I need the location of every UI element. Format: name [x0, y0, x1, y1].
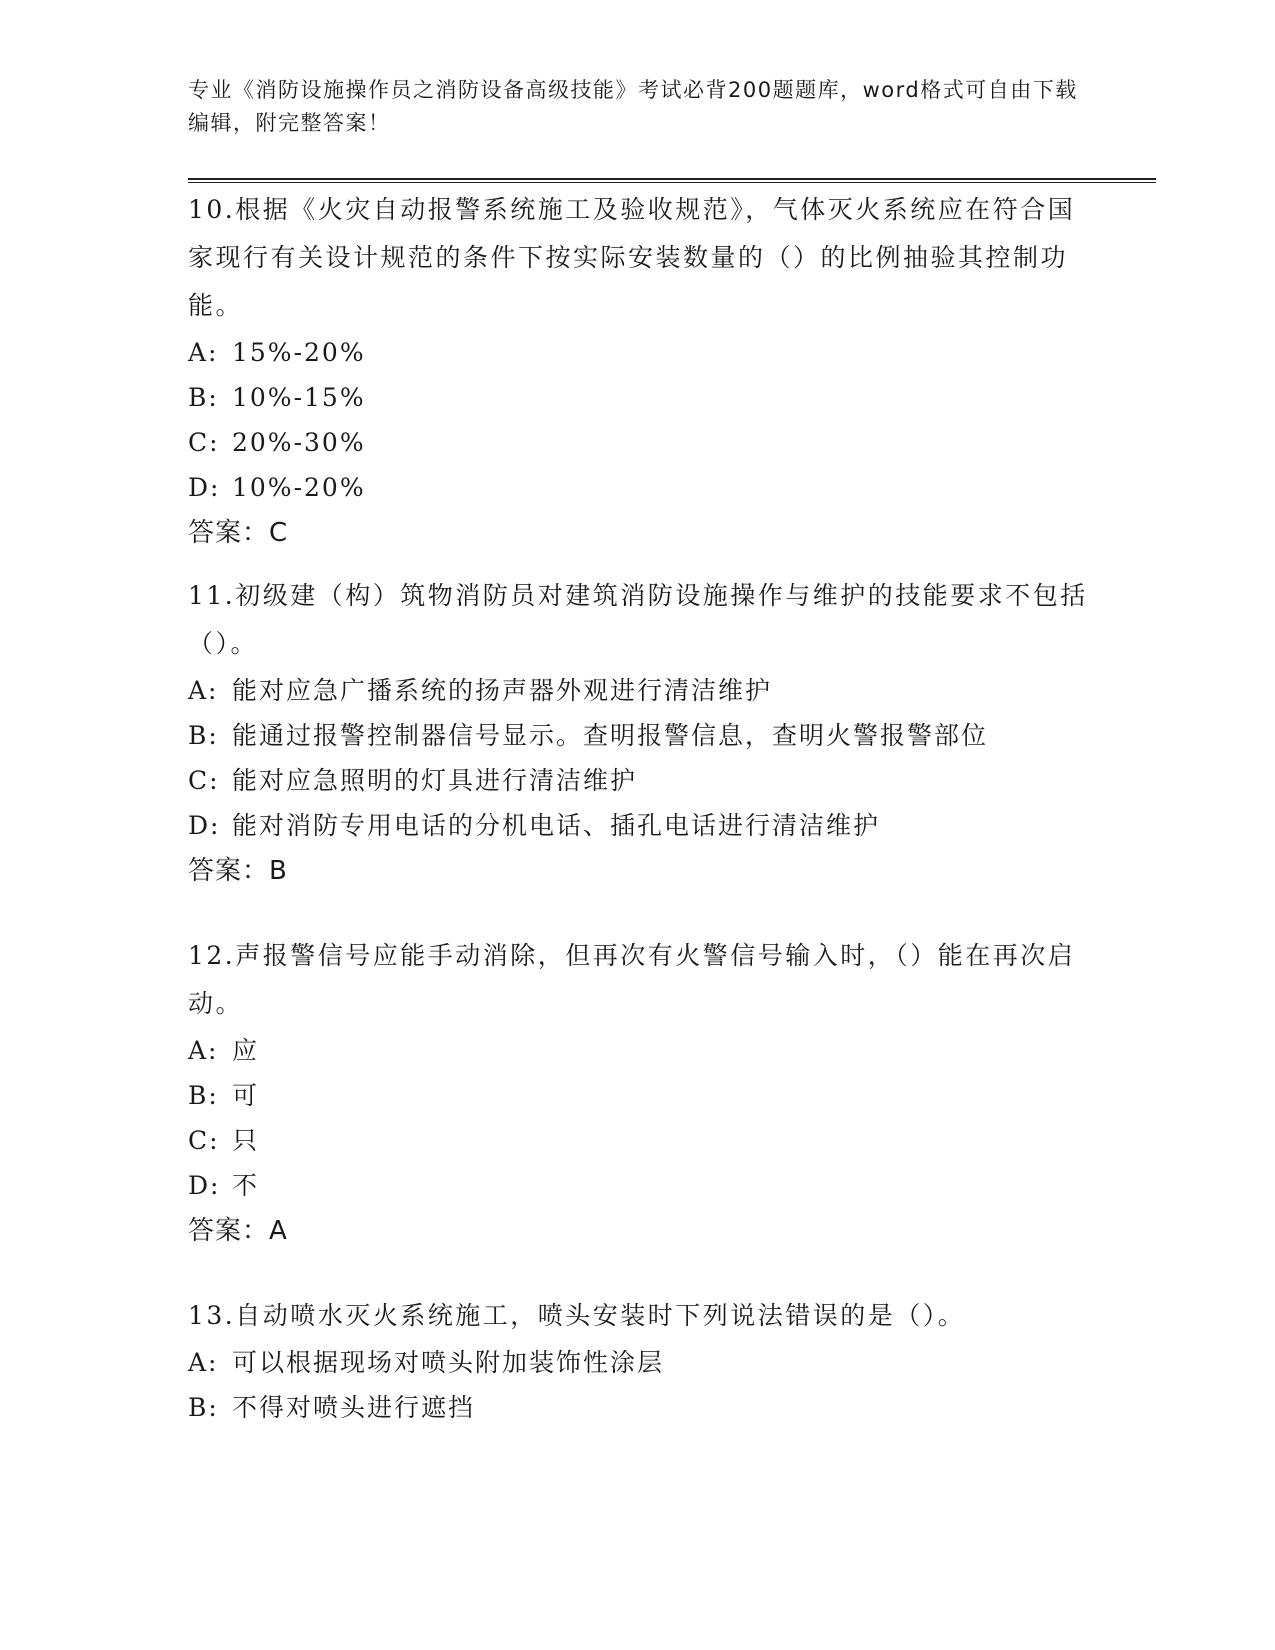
answer-label: 答案：C [188, 518, 289, 548]
option-d [188, 1163, 1088, 1208]
question-text: 11.初级建（构）筑物消防员对建筑消防设施操作与维护的技能要求不包括（）。 [188, 581, 1088, 658]
option-d [188, 465, 1088, 510]
option-letter: A: [188, 338, 219, 367]
option-text: 能通过报警控制器信号显示。查明报警信息，查明火警报警部位 [232, 721, 989, 750]
option-text: 能对消防专用电话的分机电话、插孔电话进行清洁维护 [232, 811, 881, 840]
option-letter: D: [188, 1171, 221, 1200]
question-text: 12.声报警信号应能手动消除，但再次有火警信号输入时，（）能在再次启动。 [188, 941, 1076, 1018]
option-b [188, 375, 1088, 420]
option-b [188, 1385, 1088, 1430]
option-text: 可以根据现场对喷头附加装饰性涂层 [232, 1348, 665, 1377]
option-a [188, 330, 1088, 375]
question-10 [188, 186, 1088, 556]
page-header: 专业《消防设施操作员之消防设备高级技能》考试必背200题题库，word格式可自由下载编辑，附完整答案！ [188, 78, 1078, 135]
option-text: 能对应急照明的灯具进行清洁维护 [232, 766, 638, 795]
option-letter: C: [188, 766, 220, 795]
option-b [188, 1073, 1088, 1118]
option-letter: B: [188, 721, 219, 750]
option-a [188, 1340, 1088, 1385]
question-text: 10.根据《火灾自动报警系统施工及验收规范》，气体灭火系统应在符合国家现行有关设计规范的条件下按实际安装数量的（）的比例抽验其控制功能。 [188, 195, 1076, 320]
option-letter: A: [188, 1036, 219, 1065]
option-letter: A: [188, 676, 219, 705]
option-text: 10%-20% [232, 473, 366, 502]
option-text: 能对应急广播系统的扬声器外观进行清洁维护 [232, 676, 773, 705]
question-text: 13.自动喷水灭火系统施工，喷头安装时下列说法错误的是（）。 [188, 1301, 966, 1330]
option-letter: B: [188, 1393, 219, 1422]
answer-label: 答案：A [188, 1216, 288, 1246]
option-c [188, 758, 1088, 803]
option-text: 可 [232, 1081, 260, 1110]
option-letter: B: [188, 1081, 219, 1110]
option-text: 10%-15% [232, 383, 366, 412]
option-text: 不 [232, 1171, 260, 1200]
answer-label: 答案：B [188, 856, 288, 886]
option-letter: D: [188, 473, 221, 502]
question-12 [188, 932, 1088, 1254]
option-c [188, 1118, 1088, 1163]
option-letter: A: [188, 1348, 219, 1377]
option-letter: B: [188, 383, 219, 412]
option-text: 应 [232, 1036, 260, 1065]
option-a [188, 1028, 1088, 1073]
question-13 [188, 1292, 1088, 1430]
option-text: 15%-20% [232, 338, 366, 367]
option-d [188, 803, 1088, 848]
option-letter: C: [188, 1126, 220, 1155]
option-a [188, 668, 1088, 713]
option-text: 只 [232, 1126, 260, 1155]
option-text: 20%-30% [232, 428, 366, 457]
option-c [188, 420, 1088, 465]
option-letter: C: [188, 428, 220, 457]
question-11 [188, 572, 1088, 894]
option-letter: D: [188, 811, 221, 840]
option-text: 不得对喷头进行遮挡 [232, 1393, 476, 1422]
option-b [188, 713, 1088, 758]
header-divider [188, 178, 1156, 183]
